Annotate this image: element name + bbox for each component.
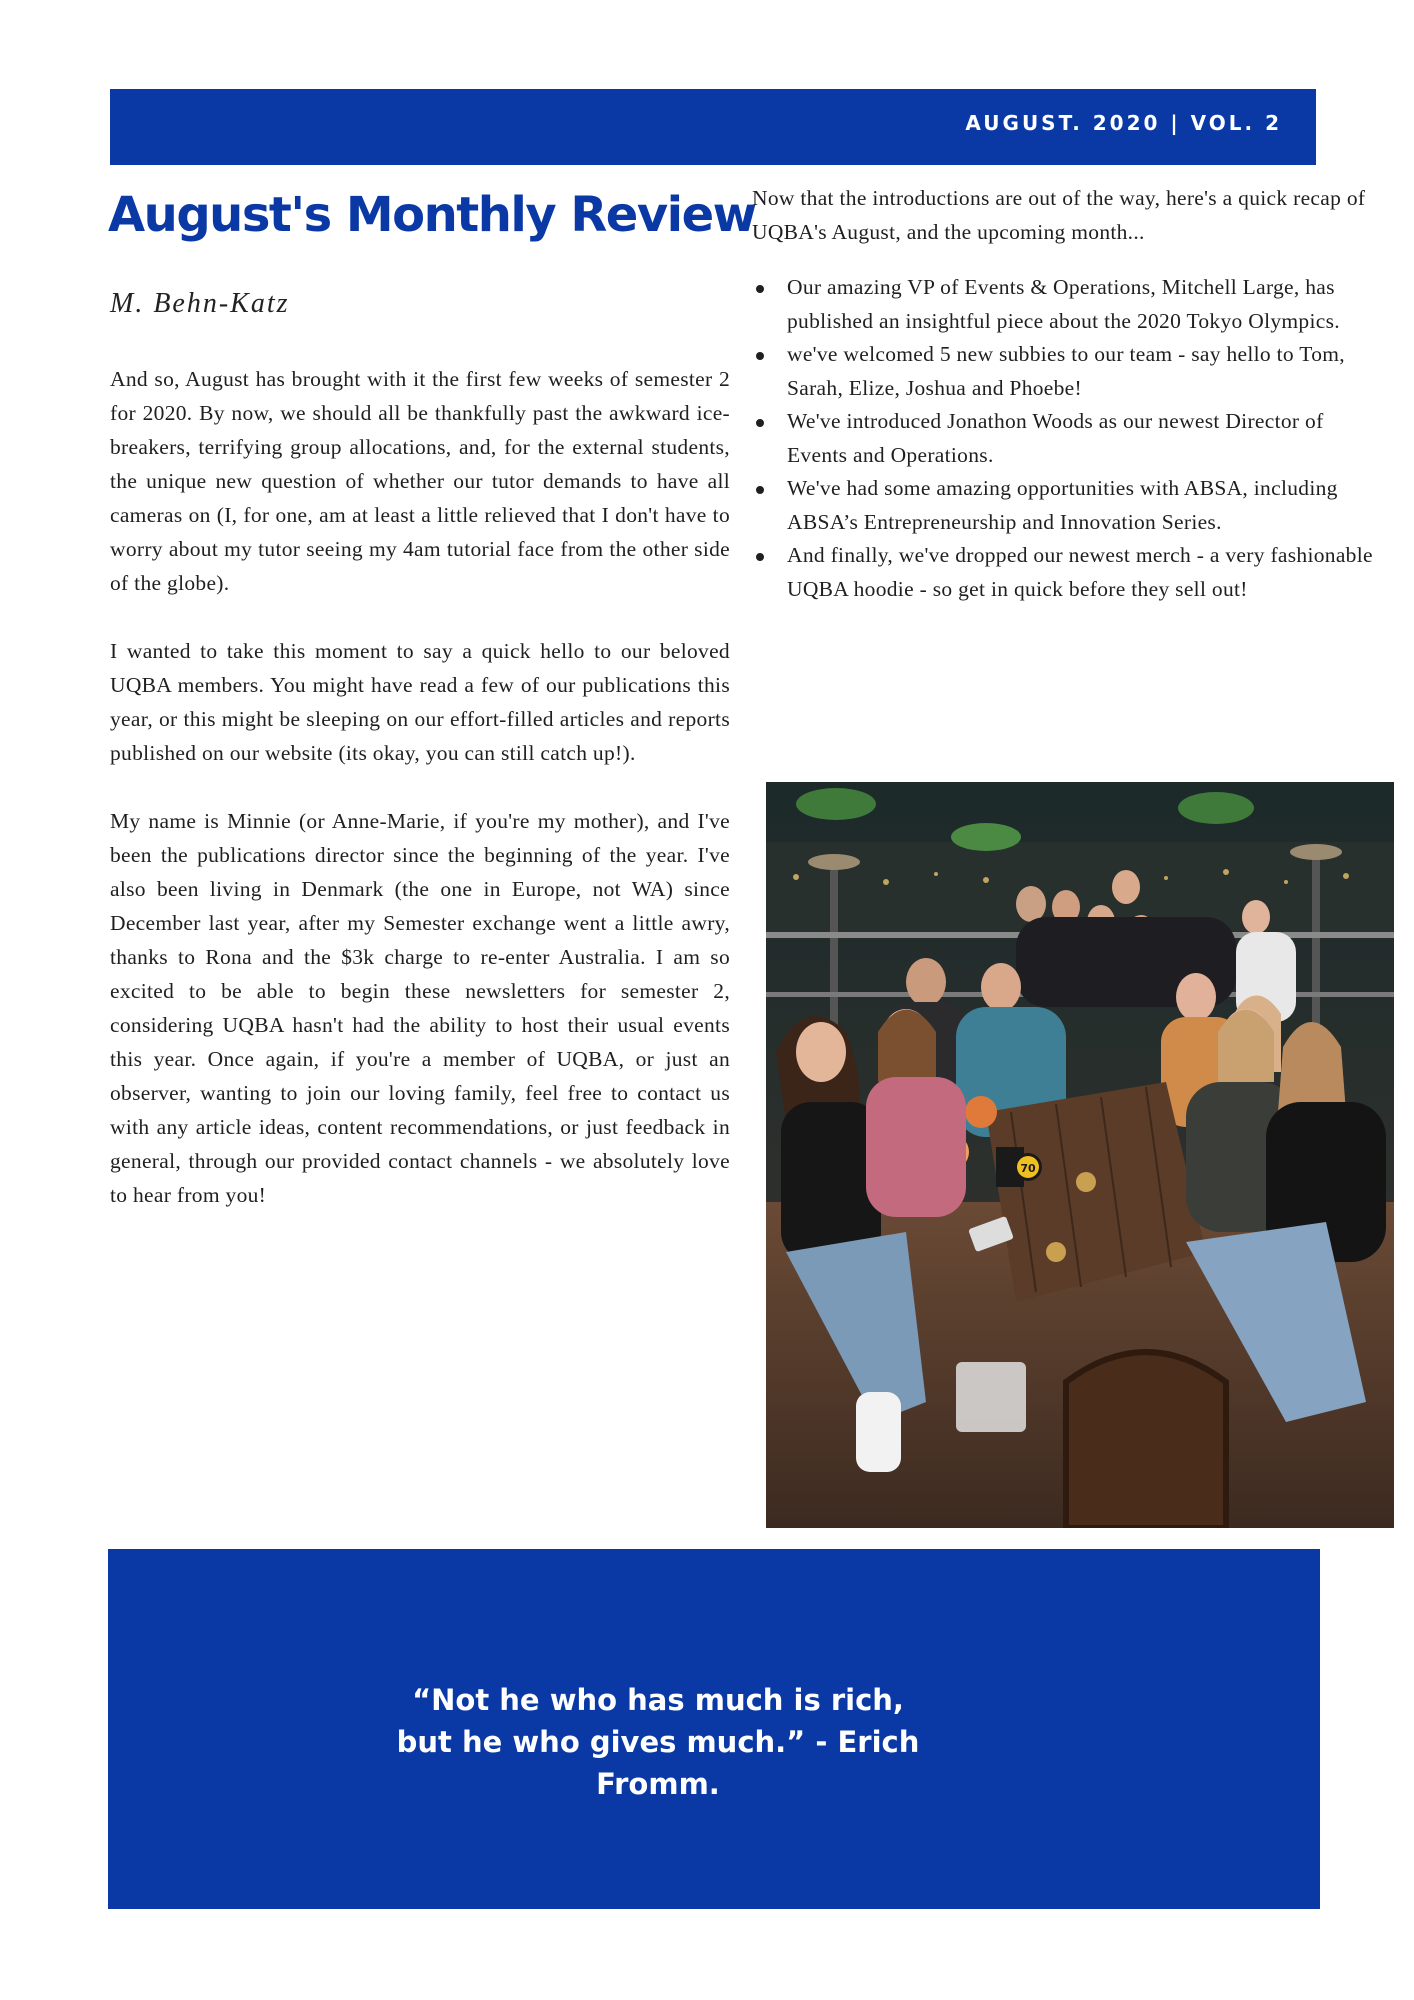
bullet-icon: [756, 486, 764, 494]
issue-label: AUGUST. 2020 | VOL. 2: [965, 111, 1282, 135]
body-paragraph: My name is Minnie (or Anne-Marie, if you're my mother), and I've been the publications director since the beginning of the year. I've also been living in Denmark (the one in Europe, not WA) since December last year, after my Semester exchange went a little awry, thanks to Rona and the $3k charge to re-enter Australia. I am so excited to be able to begin these newsletters for semester 2, considering UQBA hasn't had the ability to host their usual events this year. Once again, if you're a member of UQBA, or just an observer, wanting to join our loving family, feel free to contact us with any article ideas, content recommendations, or just feedback in general, through our provided contact channels - we absolutely love to hear from you!: [110, 809, 730, 1207]
recap-item: [752, 338, 1382, 405]
issue-banner: [110, 89, 1316, 165]
article-body: [110, 362, 730, 1246]
recap-intro: Now that the introductions are out of the way, here's a quick recap of UQBA's August, and the upcoming month...: [752, 186, 1366, 244]
recap-section: [752, 182, 1382, 606]
quote-box: [108, 1549, 1320, 1909]
bullet-icon: [756, 352, 764, 360]
bullet-icon: [756, 553, 764, 561]
article-title: August's Monthly Review: [108, 187, 756, 243]
table-number-sign: 70: [1020, 1162, 1036, 1175]
article-author: M. Behn-Katz: [110, 288, 290, 319]
body-paragraph: And so, August has brought with it the first few weeks of semester 2 for 2020. By now, we should all be thankfully past the awkward ice-breakers, terrifying group allocations, and, for the external students, the unique new question of whether our tutor demands to have all cameras on (I, for one, am at least a little relieved that I don't have to worry about my tutor seeing my 4am tutorial face from the other side of the globe).: [110, 367, 730, 595]
recap-list: [752, 271, 1382, 606]
recap-item: [752, 472, 1382, 539]
body-paragraph: I wanted to take this moment to say a quick hello to our beloved UQBA members. You might have read a few of our publications this year, or this might be sleeping on our effort-filled articles and reports published on our website (its okay, you can still catch up!).: [110, 639, 730, 765]
quote-text: “Not he who has much is rich, but he who gives much.” - Erich Fromm.: [396, 1683, 920, 1801]
bullet-icon: [756, 285, 764, 293]
group-photo-illustration: [766, 782, 1394, 1528]
group-photo: [766, 782, 1394, 1528]
recap-item-text: we've welcomed 5 new subbies to our team - say hello to Tom, Sarah, Elize, Joshua and Phoebe!: [787, 342, 1345, 400]
recap-item: [752, 539, 1382, 606]
recap-item-text: Our amazing VP of Events & Operations, Mitchell Large, has published an insightful piece about the 2020 Tokyo Olympics.: [787, 275, 1340, 333]
recap-item: [752, 271, 1382, 338]
bullet-icon: [756, 419, 764, 427]
recap-item: [752, 405, 1382, 472]
recap-item-text: And finally, we've dropped our newest merch - a very fashionable UQBA hoodie - so get in quick before they sell out!: [787, 543, 1373, 601]
recap-item-text: We've had some amazing opportunities with ABSA, including ABSA’s Entrepreneurship and Innovation Series.: [787, 476, 1338, 534]
recap-item-text: We've introduced Jonathon Woods as our newest Director of Events and Operations.: [787, 409, 1324, 467]
